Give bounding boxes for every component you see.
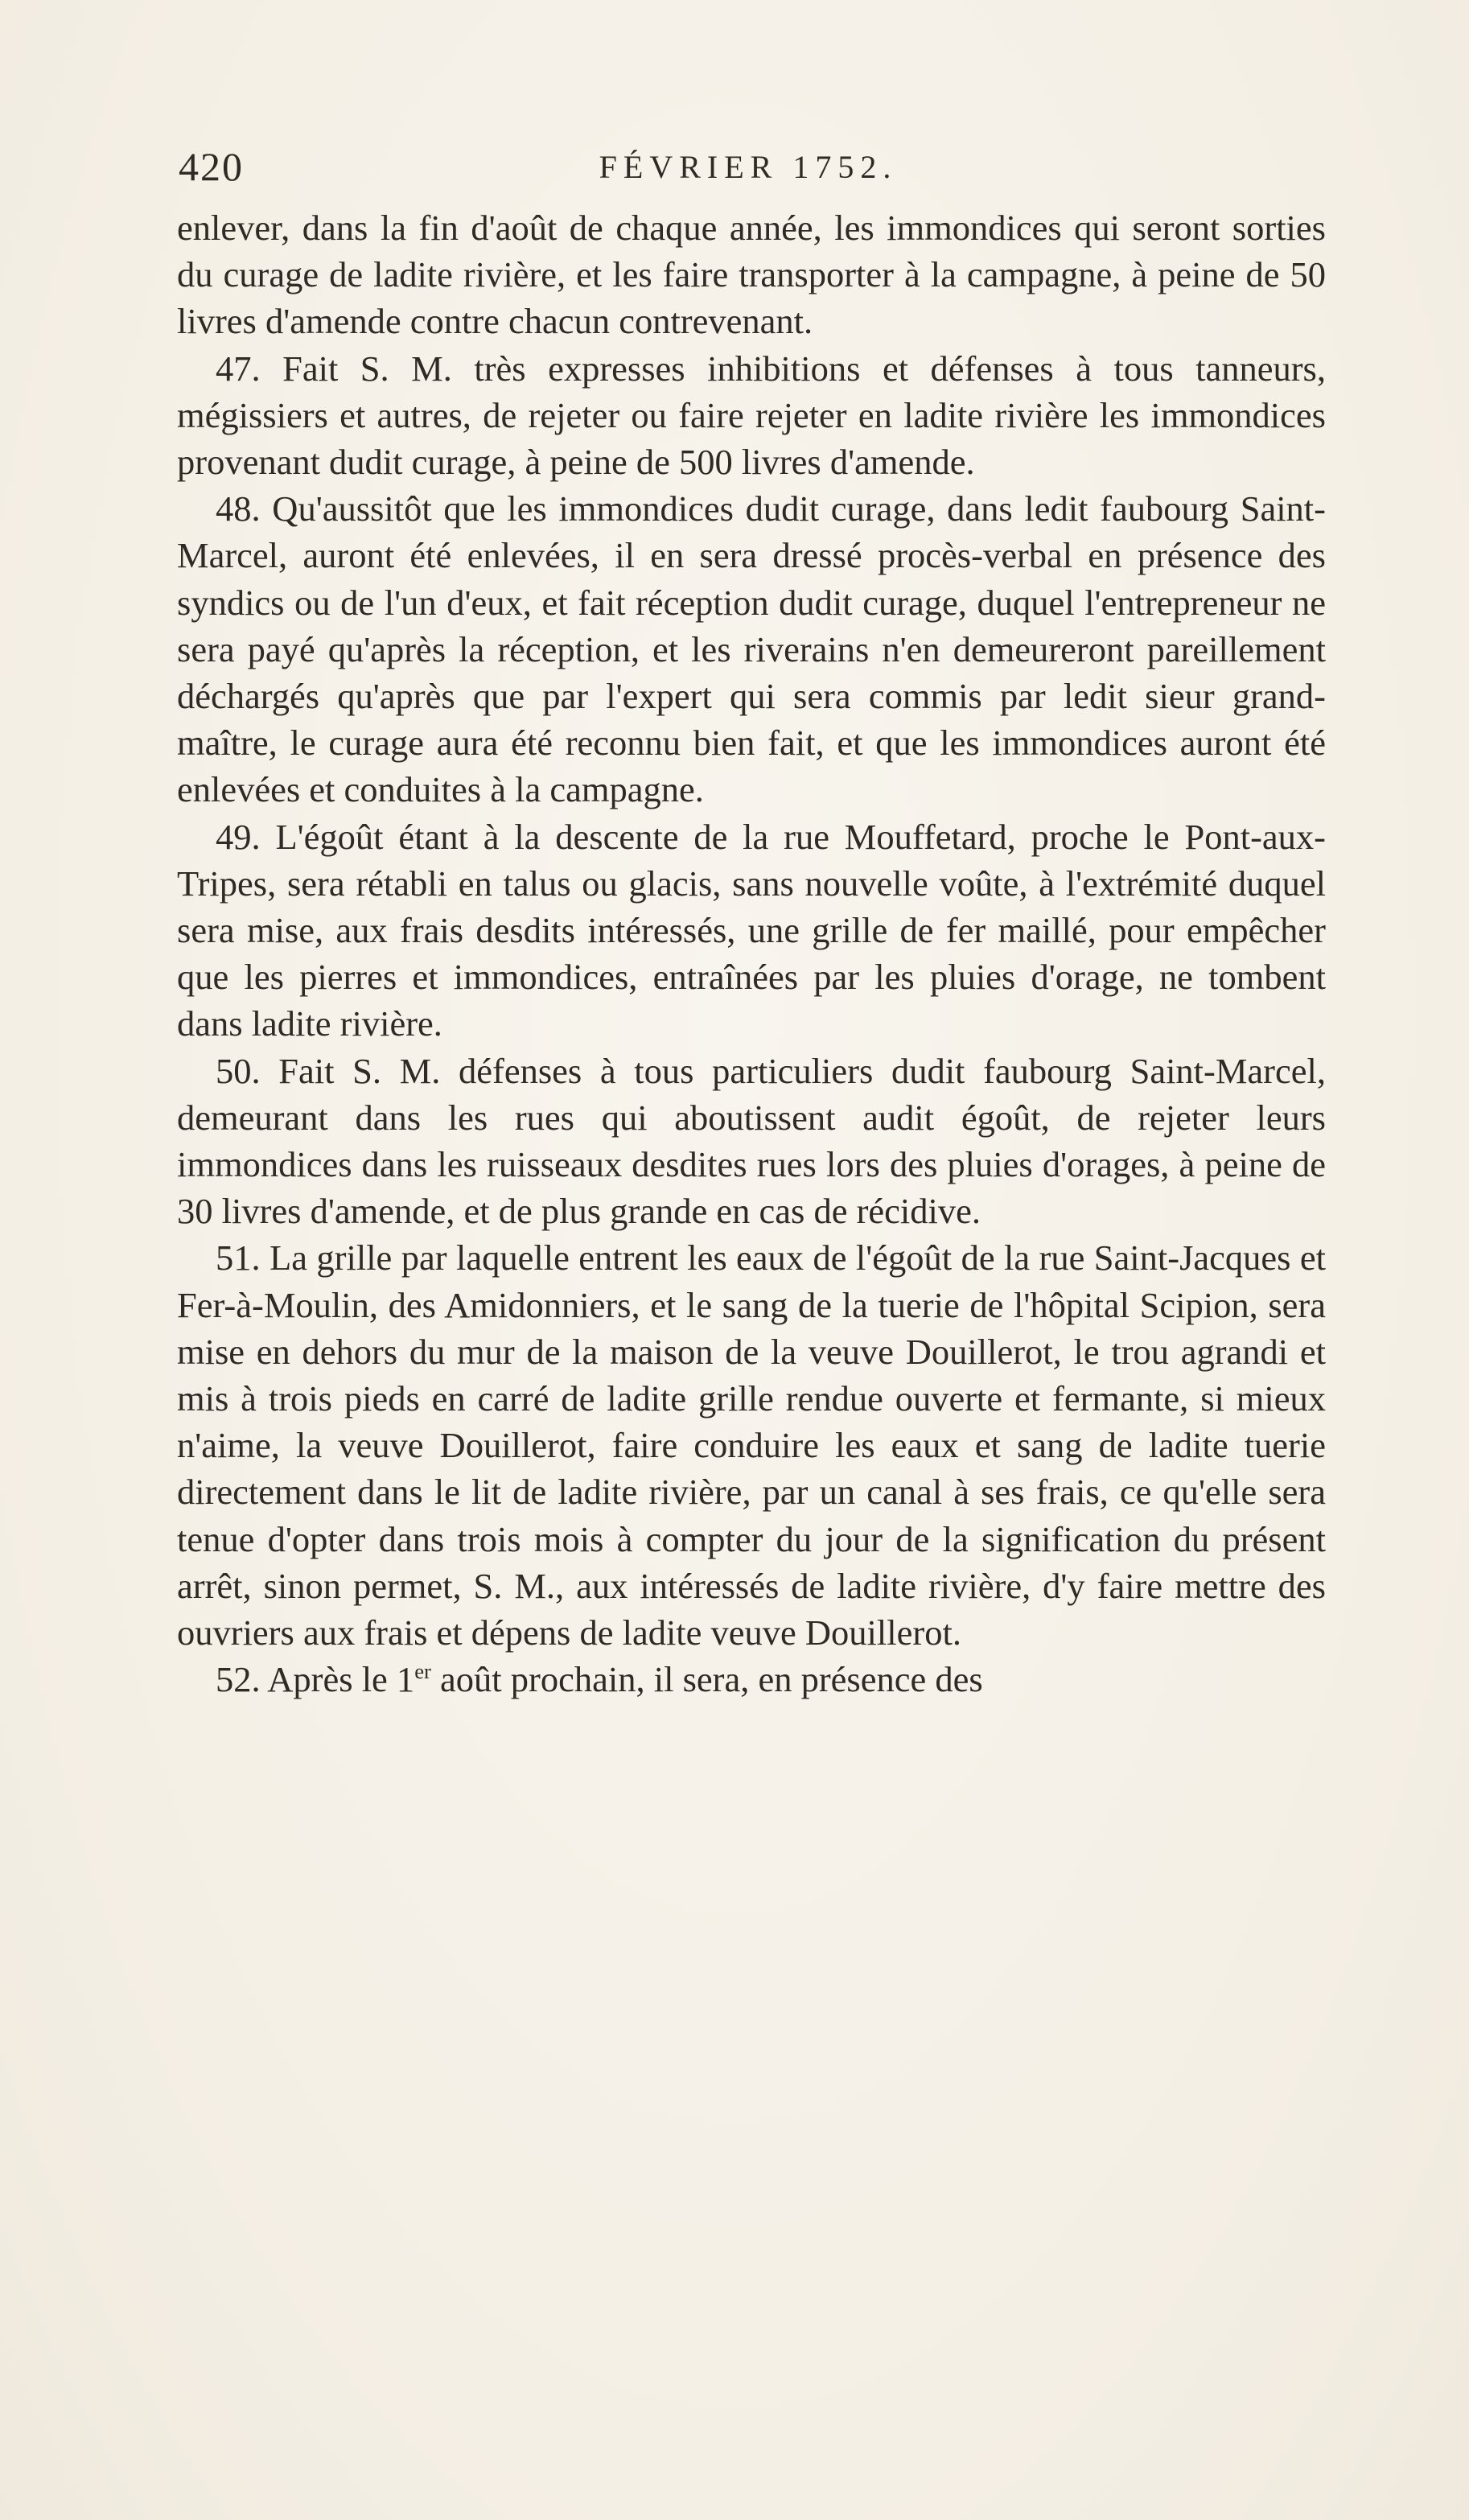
running-head: FÉVRIER 1752. bbox=[599, 149, 898, 185]
article-49: 49. L'égoût étant à la descente de la rue Mouffetard, proche le Pont-aux-Tripes, sera rétabli en talus ou glacis, sans nouvelle voûte, à l'extrémité duquel sera mise, aux frais desdits intéressés, une grille de fer maillé, pour empêcher que les pierres et immondices, entraînées par les pluies d'orage, ne tombent dans ladite rivière. bbox=[177, 816, 1326, 1044]
paragraph-continuation: enlever, dans la fin d'août de chaque année, les immondices qui seront sorties du curage de ladite rivière, et les faire transporter à la campagne, à peine de 50 livres d'amende contre chacun contrevenant. bbox=[177, 208, 1326, 342]
article-52-end: août prochain, il sera, en présence des bbox=[430, 1659, 983, 1700]
body-text bbox=[177, 204, 1326, 1703]
page-header bbox=[177, 143, 1319, 191]
article-52-start: 52. Après le 1 bbox=[216, 1659, 415, 1700]
article-48: 48. Qu'aussitôt que les immondices dudit curage, dans ledit faubourg Saint-Marcel, auront été enlevées, il en sera dressé procès-verbal en présence des syndics ou de l'un d'eux, et fait réception dudit curage, duquel l'entrepreneur ne sera payé qu'après la réception, et les riverains n'en demeureront pareillement déchargés qu'après que par l'expert qui sera commis par ledit sieur grand-maître, le curage aura été reconnu bien fait, et que les immondices auront été enlevées et conduites à la campagne. bbox=[177, 488, 1326, 810]
ordinal-superscript: er bbox=[414, 1659, 431, 1684]
article-52 bbox=[177, 1656, 1326, 1703]
article-51: 51. La grille par laquelle entrent les eaux de l'égoût de la rue Saint-Jacques et Fer-à-Moulin, des Amidonniers, et le sang de la tuerie de l'hôpital Scipion, sera mise en dehors du mur de la maison de la veuve Douillerot, le trou agrandi et mis à trois pieds en carré de ladite grille rendue ouverte et fermante, si mieux n'aime, la veuve Douillerot, faire conduire les eaux et sang de ladite tuerie directement dans le lit de ladite rivière, par un canal à ses frais, ce qu'elle sera tenue d'opter dans trois mois à compter du jour de la signification du présent arrêt, sinon permet, S. M., aux intéressés de ladite rivière, d'y faire mettre des ouvriers aux frais et dépens de ladite veuve Douillerot. bbox=[177, 1237, 1326, 1653]
article-50: 50. Fait S. M. défenses à tous particuliers dudit faubourg Saint-Marcel, demeurant dans les rues qui aboutissent audit égoût, de rejeter leurs immondices dans les ruisseaux desdites rues lors des pluies d'orages, à peine de 30 livres d'amende, et de plus grande en cas de récidive. bbox=[177, 1050, 1326, 1232]
article-47: 47. Fait S. M. très expresses inhibitions et défenses à tous tanneurs, mégissiers et autres, de rejeter ou faire rejeter en ladite rivière les immondices provenant dudit curage, à peine de 500 livres d'amende. bbox=[177, 348, 1326, 483]
page-number: 420 bbox=[179, 144, 244, 189]
